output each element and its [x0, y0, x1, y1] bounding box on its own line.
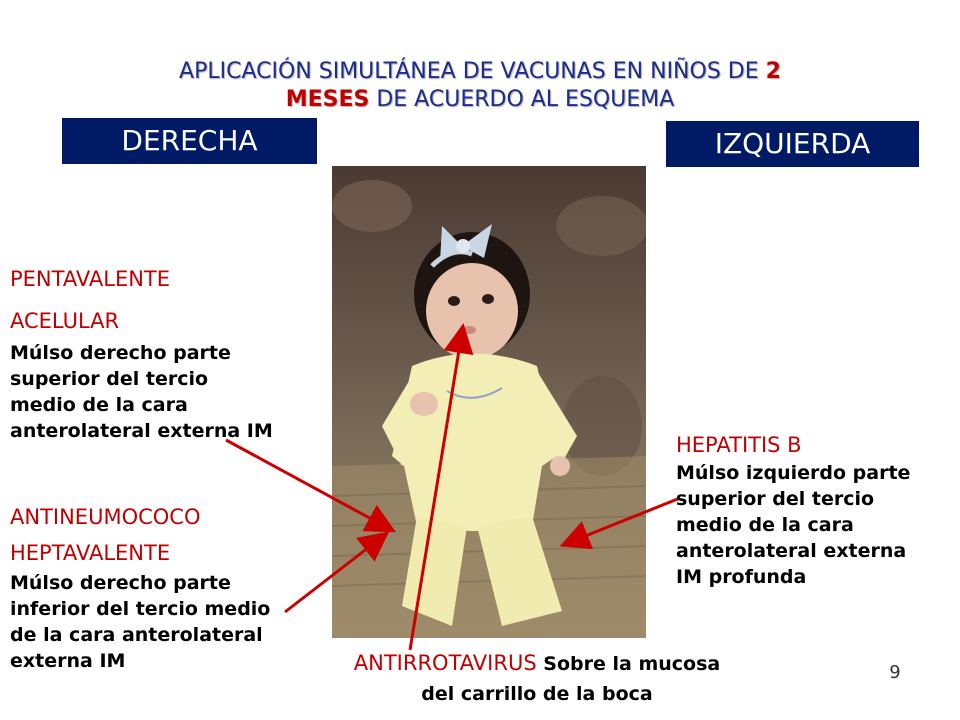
antineumococo-title: ANTINEUMOCOCO: [10, 505, 201, 529]
title-highlight-number: 2: [765, 59, 781, 84]
arrow-antineumococo: [285, 537, 382, 612]
pentavalente-subtitle: ACELULAR: [10, 309, 120, 333]
rotavirus-description: Sobre la mucosa del carrillo de la boca: [421, 653, 721, 705]
antineumococo-subtitle: HEPTAVALENTE: [10, 541, 171, 565]
right-side-label: DERECHA: [62, 118, 317, 164]
arrow-rotavirus: [410, 332, 462, 650]
rotavirus-title: ANTIRROTAVIRUS: [353, 651, 537, 675]
note-rotavirus: [352, 648, 722, 709]
title-line-2-text: DE ACUERDO AL ESQUEMA: [369, 87, 675, 112]
note-antineumococo: [10, 498, 280, 674]
note-pentavalente: [10, 256, 280, 444]
left-side-label: IZQUIERDA: [666, 121, 919, 167]
page-number: 9: [889, 662, 901, 683]
arrow-hepatitis: [568, 498, 680, 543]
title-highlight-months: MESES: [285, 87, 370, 112]
hepatitis-description: Múlso izquierdo parte superior del tercio medio de la cara anterolateral externa IM profunda: [676, 462, 911, 588]
title-line-1-text: APLICACIÓN SIMULTÁNEA DE VACUNAS EN NIÑOS DE: [179, 59, 766, 84]
hepatitis-title: HEPATITIS B: [676, 433, 802, 457]
antineumococo-description: Múlso derecho parte inferior del tercio medio de la cara anterolateral externa IM: [10, 572, 271, 672]
pentavalente-title: PENTAVALENTE: [10, 267, 171, 291]
note-hepatitis: [676, 430, 936, 590]
pentavalente-description: Múlso derecho parte superior del tercio medio de la cara anterolateral externa IM: [10, 342, 273, 442]
